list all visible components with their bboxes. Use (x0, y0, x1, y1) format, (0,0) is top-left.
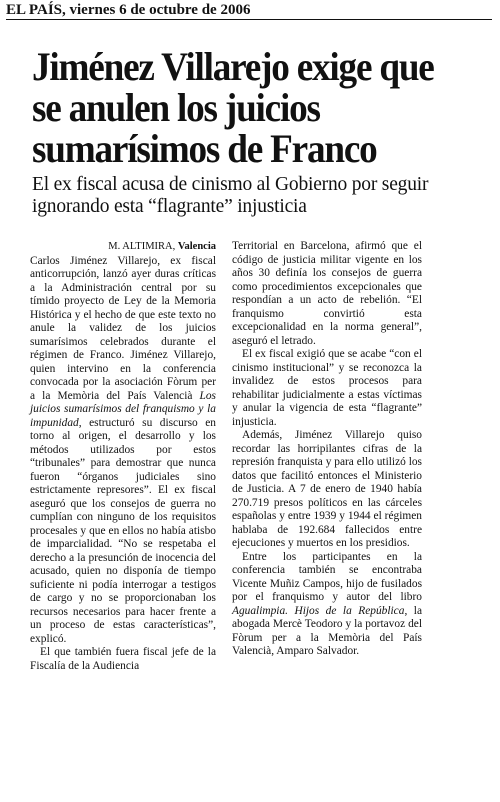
masthead (6, 1, 492, 20)
newspaper-name: EL PAÍS (6, 2, 62, 18)
article-paragraph: El que también fuera fiscal jefe de la Fiscalía de la Audiencia (30, 646, 216, 672)
article-paragraph (232, 551, 422, 659)
paragraph-text: Entre los participantes en la conferencia también se encontraba Vicente Muñiz Campos, hijo de fusilados por el franquismo y autor del libro (232, 550, 422, 603)
byline-separator: , (172, 241, 178, 252)
byline-city: Valencia (177, 241, 216, 252)
publication-date: viernes 6 de octubre de 2006 (69, 2, 251, 18)
subheadline: El ex fiscal acusa de cinismo al Gobierno por seguir ignorando esta “flagrante” injusticia (32, 174, 429, 217)
byline (30, 240, 216, 254)
article-paragraph: Además, Jiménez Villarejo quiso recordar las horripilantes cifras de la represión franquista y para ello utilizó los datos que facilitó entonces el Ministerio de Justicia. A 7 de enero de 1940 había 270.719 presos políticos en las cárceles españolas y entre 1939 y 1944 el régimen hablaba de 192.684 fallecidos entre ejecuciones y muertos en los presidios. (232, 429, 422, 549)
byline-author: M. ALTIMIRA (108, 241, 173, 252)
paragraph-text: Carlos Jiménez Villarejo, ex fiscal anticorrupción, lanzó ayer duras críticas a la Administración central por su tímido proyecto de Ley de la Memoria Histórica y el hecho de que este texto no anule la validez de los juicios sumarísimos celebrados durante el régimen de Franco. Jiménez Villarejo, quien intervino en la conferencia convocada por la asociación Fòrum per a la Memòria del País Valencià (30, 254, 216, 402)
paragraph-text: , estructuró su discurso en torno al origen, el desarrollo y los métodos utilizados por estos “tribunales” para demostrar que nunca fueron “órganos judiciales sino estrictamente represores”. El ex fiscal aseguró que los consejos de guerra no cumplían con ninguno de los requisitos procesales y que en ellos no había atisbo de imparcialidad. “No se respetaba el derecho a la presunción de inocencia del acusado, quien no disponía de tiempo suficiente ni podía interrogar a testigos de cargo y no se proporcionaban los recursos necesarios para hacer frente a un proceso de estas características”, explicó. (30, 416, 216, 645)
headline: Jiménez Villarejo exige que se anulen los juicios sumarísimos de Franco (32, 44, 434, 171)
article-paragraph (30, 255, 216, 647)
book-title: Agualimpia. Hijos de la República (232, 604, 405, 617)
article-paragraph: Territorial en Barcelona, afirmó que el código de justicia militar vigente en los años 30 definía los consejos de guerra como procedimientos excepcionales que respondían a un acto de rebelión. “El franquismo convirtió esta excepcionalidad en la norma general”, aseguró el letrado. (232, 240, 422, 347)
article-paragraph: El ex fiscal exigió que se acabe “con el cinismo institucional” y se reconozca la invalidez de estos procesos para rehabilitar judicialmente a estas víctimas y anular la vigencia de esta “flagrante” injusticia. (232, 348, 422, 428)
article-column-right (232, 240, 422, 659)
article-column-left (30, 240, 216, 673)
paragraph-text: , la abogada Mercè Teodoro y la portavoz del Fòrum per a la Memòria del País Valencià, Amparo Salvador. (232, 604, 422, 657)
conference-title: Los juicios sumarísimos del franquismo y la impunidad (30, 389, 216, 429)
masthead-separator: , (62, 2, 66, 18)
